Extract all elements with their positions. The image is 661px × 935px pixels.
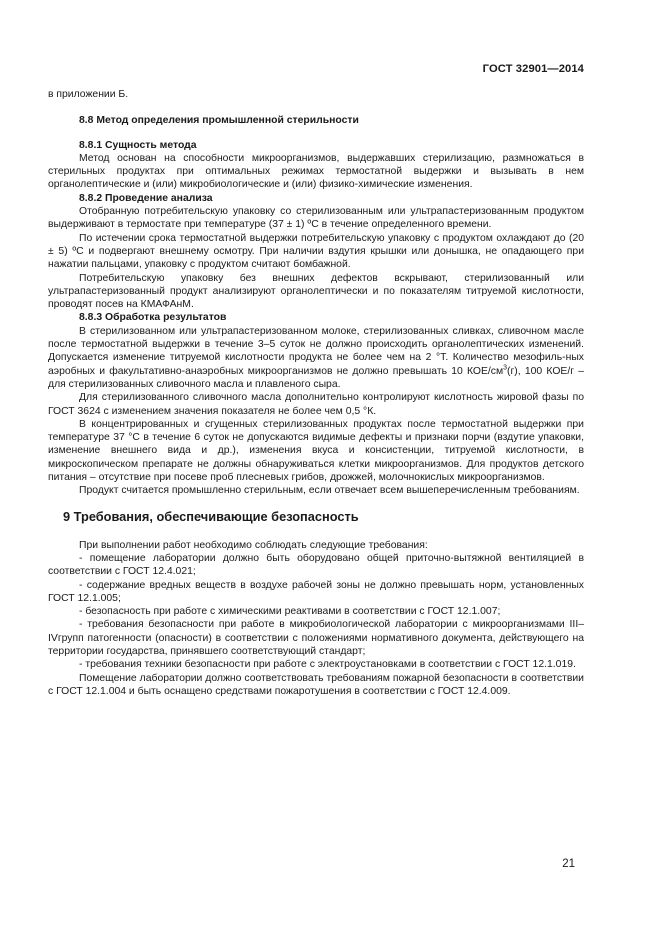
- document-code: ГОСТ 32901—2014: [482, 63, 584, 75]
- section-8-8-2-title: 8.8.2 Проведение анализа: [79, 192, 213, 204]
- section-9-paragraph-1: При выполнении работ необходимо соблюдать следующие требования:: [79, 539, 428, 551]
- section-9-paragraph-4: - безопасность при работе с химическими реактивами в соответствии с ГОСТ 12.1.007;: [79, 606, 501, 618]
- section-9-title: 9 Требования, обеспечивающие безопасность: [63, 508, 359, 524]
- section-8-8-3-paragraph-3: В концентрированных и сгущенных стерилизованных продуктах после термостатной выдержки при температуре 37 °С в течение 6 суток не допускаются видимые дефекты и признаки порчи (вздутие упаковки, изменение внешнего вида и др.), изменения вкуса и консистенции, титруемой кислотности, в микроскопическом препарате не должны обнаруживаться клетки микроорганизмов. Для продуктов детского питания – отсутствие при посеве проб плесневых грибов, дрожжей, молочнокислых микроорганизмов.: [48, 418, 584, 484]
- section-8-8-3-paragraph-4: Продукт считается промышленно стерильным, если отвечает всем вышеперечисленным требованиям.: [79, 485, 580, 497]
- section-8-8-3-paragraph-2: Для стерилизованного сливочного масла дополнительно контролируют кислотность жировой фазы по ГОСТ 3624 с изменением значения показателя не более чем 0,5 °К.: [48, 392, 584, 417]
- section-8-8-3-title: 8.8.3 Обработка результатов: [79, 312, 227, 324]
- superscript-exponent: 3: [503, 364, 508, 372]
- section-8-8-2-paragraph-2: По истечении срока термостатной выдержки потребительскую упаковку с продуктом охлаждают до (20 ± 5) ºС и подвергают внешнему осмотру. При наличии вздутия крышки или донышка, не опадающего при нажатии пальцами, упаковку с продуктом считают бомбажной.: [48, 232, 584, 271]
- paragraph-text-part: В стерилизованном или ультрапастеризованном молоке, стерилизованных сливках, сливочном масле после термостатной выдержки в течение 3–5 суток не должно происходить органолептических изменений. Допускается изменение титруемой кислотности продукта не более чем на 2 °Т. Количество мезофиль-ных аэробных и факультативно-анаэробных микроорганизмов не должно превышать 10 КОЕ/см: [48, 325, 584, 377]
- section-8-8-3-paragraph-1: [48, 325, 584, 391]
- section-9-paragraph-5: - требования безопасности при работе в микробиологической лаборатории с микроорганизмами III–IVгрупп патогенности (опасности) в соответствии с положениями нормативного документа, действующего на территории государства, принявшего соответствующий стандарт;: [48, 619, 584, 657]
- section-8-8-1-title: 8.8.1 Сущность метода: [79, 139, 197, 151]
- section-9-paragraph-2: - помещение лаборатории должно быть оборудовано общей приточно-вытяжной вентиляцией в соответствии с ГОСТ 12.4.021;: [48, 552, 584, 578]
- section-9-paragraph-6: - требования техники безопасности при работе с электроустановками в соответствии с ГОСТ 12.1.019.: [79, 659, 576, 671]
- section-8-8-2-paragraph-1: Отобранную потребительскую упаковку со стерилизованным или ультрапастеризованным продуктом выдерживают в термостате при температуре (37 ± 1) ºС в течение определенного времени.: [48, 206, 584, 231]
- section-8-8-1-paragraph-1: Метод основан на способности микроорганизмов, выдержавших стерилизацию, размножаться в стерильных продуктах при оптимальных режимах термостатной выдержки и вызывать в нем органолептические и (или) микробиологические и (или) физико-химические изменения.: [48, 152, 584, 191]
- intro-line: в приложении Б.: [48, 89, 129, 100]
- section-9-paragraph-7: Помещение лаборатории должно соответствовать требованиям пожарной безопасности в соответствии с ГОСТ 12.1.004 и быть оснащено средствами пожаротушения в соответствии с ГОСТ 12.4.009.: [48, 672, 584, 697]
- page-content: [48, 88, 584, 698]
- paragraph-text-part: (г), 100 КОЕ/г – для стерилизованных сливочного масла и плавленого сыра.: [48, 365, 584, 390]
- section-8-8-title: 8.8 Метод определения промышленной стерильности: [79, 115, 359, 127]
- page-number: 21: [562, 858, 575, 870]
- section-9-paragraph-3: - содержание вредных веществ в воздухе рабочей зоны не должно превышать норм, установленных ГОСТ 12.1.005;: [48, 579, 584, 604]
- section-8-8-2-paragraph-3: Потребительскую упаковку без внешних дефектов вскрывают, стерилизованный или ультрапастеризованный продукт анализируют органолептически и по показателям титруемой кислотности, проводят посев на КМАФАнМ.: [48, 272, 584, 311]
